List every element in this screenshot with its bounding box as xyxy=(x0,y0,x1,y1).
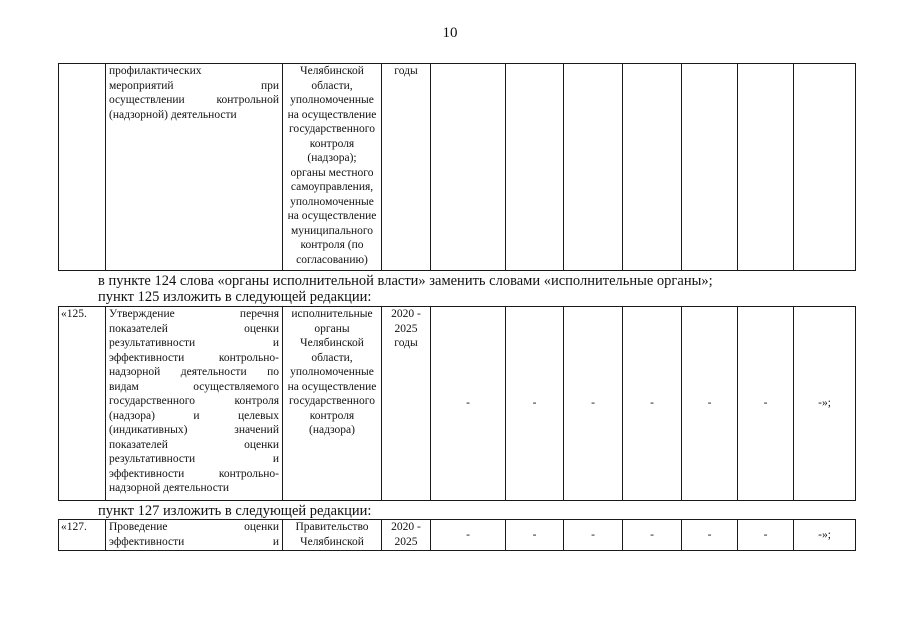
value-cell: - xyxy=(506,520,564,551)
description-line: эффективности контрольно- xyxy=(109,467,279,480)
description-line: (надзорной) деятельности xyxy=(109,108,237,121)
row-number-cell xyxy=(59,64,106,271)
executor-line: Челябинской xyxy=(300,65,364,77)
executor-line: контроля xyxy=(309,137,355,150)
instruction-127: пункт 127 изложить в следующей редакции: xyxy=(98,503,372,519)
executor-line: Правительство xyxy=(295,521,369,533)
row-number-cell: «125. xyxy=(59,307,106,501)
description-line: надзорной деятельности по xyxy=(109,366,279,378)
period-line: годы xyxy=(394,65,418,77)
description-line: эффективности и xyxy=(109,535,279,548)
executor-line: (надзора); xyxy=(307,152,357,164)
executor-line: Челябинской xyxy=(300,535,364,548)
row-number-cell: «127. xyxy=(59,520,106,551)
value-cell: - xyxy=(623,307,682,501)
value-cell: - xyxy=(564,520,623,551)
value-cell: - xyxy=(738,307,794,501)
description-line: показателей оценки xyxy=(109,438,279,451)
continued-table xyxy=(58,63,856,271)
end-cell: -»; xyxy=(794,307,856,501)
executor-line: уполномоченные xyxy=(290,195,374,208)
row-125-table xyxy=(58,306,856,501)
executor-line: Челябинской xyxy=(300,337,364,349)
executor-line: органы xyxy=(314,322,350,335)
executor-line: государственного xyxy=(289,123,375,135)
description-line: Проведение оценки xyxy=(109,521,279,533)
description-line: (индикативных) значений xyxy=(109,424,279,436)
table-row-127 xyxy=(59,520,856,551)
description-line: осуществлении контрольной xyxy=(109,94,279,106)
description-line: показателей оценки xyxy=(109,322,279,335)
executor-line: контроля (по xyxy=(300,239,364,251)
value-cell xyxy=(506,64,564,271)
value-cell: - xyxy=(564,307,623,501)
executor-line: контроля xyxy=(309,409,355,422)
value-cell xyxy=(431,64,506,271)
period-line: 2025 xyxy=(394,322,418,335)
value-cell: - xyxy=(738,520,794,551)
value-cell: - xyxy=(682,307,738,501)
row-period-cell xyxy=(382,64,431,271)
executor-line: государственного xyxy=(289,395,375,407)
end-cell xyxy=(794,64,856,271)
description-line: государственного контроля xyxy=(109,395,279,407)
value-cell: - xyxy=(682,520,738,551)
description-line: эффективности контрольно- xyxy=(109,351,279,364)
executor-line: на осуществление xyxy=(287,108,377,121)
value-cell: - xyxy=(623,520,682,551)
description-line: профилактических xyxy=(109,65,202,77)
executor-line: органы местного xyxy=(290,166,374,179)
executor-line: на осуществление xyxy=(287,210,377,222)
value-cell xyxy=(623,64,682,271)
executor-line: на осуществление xyxy=(287,380,377,393)
row-executor-cell xyxy=(283,520,382,551)
value-cell xyxy=(564,64,623,271)
row-127-table xyxy=(58,519,856,551)
description-line: мероприятий при xyxy=(109,79,279,92)
instruction-124: в пункте 124 слова «органы исполнительной власти» заменить словами «исполнительные органы»; xyxy=(98,273,713,289)
executor-line: области, xyxy=(311,79,353,92)
value-cell: - xyxy=(431,520,506,551)
executor-line: самоуправления, xyxy=(290,181,374,193)
executor-line: уполномоченные xyxy=(290,94,374,106)
value-cell xyxy=(738,64,794,271)
row-executor-cell xyxy=(283,64,382,271)
row-description-cell xyxy=(106,307,283,501)
executor-line: области, xyxy=(311,351,353,364)
value-cell: - xyxy=(506,307,564,501)
row-executor-cell xyxy=(283,307,382,501)
executor-line: муниципального xyxy=(290,224,374,237)
description-line: результативности и xyxy=(109,337,279,349)
row-description-cell xyxy=(106,520,283,551)
executor-line: (надзора) xyxy=(309,424,355,436)
executor-line: уполномоченные xyxy=(290,366,374,378)
period-line: 2025 xyxy=(394,535,418,548)
description-line: видам осуществляемого xyxy=(109,380,279,393)
description-line: Утверждение перечня xyxy=(109,308,279,320)
period-line: 2020 - xyxy=(391,308,421,320)
value-cell xyxy=(682,64,738,271)
description-line: результативности и xyxy=(109,453,279,465)
period-line: 2020 - xyxy=(391,521,421,533)
description-line: (надзора) и целевых xyxy=(109,409,279,422)
description-line: надзорной деятельности xyxy=(109,482,229,494)
instruction-125: пункт 125 изложить в следующей редакции: xyxy=(98,289,372,305)
page-number: 10 xyxy=(442,25,458,41)
table-row-continued xyxy=(59,64,856,271)
table-row-125 xyxy=(59,307,856,501)
executor-line: исполнительные xyxy=(291,308,373,320)
value-cell: - xyxy=(431,307,506,501)
row-description-cell xyxy=(106,64,283,271)
executor-line: согласованию) xyxy=(296,253,368,266)
end-cell: -»; xyxy=(794,520,856,551)
row-period-cell xyxy=(382,307,431,501)
row-period-cell xyxy=(382,520,431,551)
period-line: годы xyxy=(394,337,418,349)
